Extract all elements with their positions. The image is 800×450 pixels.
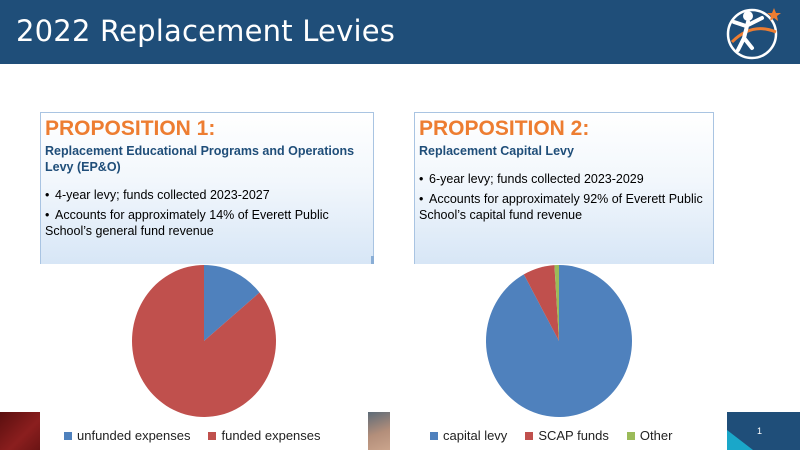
pie-chart-1-legend xyxy=(64,428,339,443)
legend-swatch xyxy=(525,432,533,440)
slide-title: 2022 Replacement Levies xyxy=(16,14,396,48)
proposition-1-bullets xyxy=(45,187,367,243)
proposition-2-panel xyxy=(414,112,714,264)
footer-decoration-accent xyxy=(727,430,753,450)
legend-label: capital levy xyxy=(443,428,508,443)
bullet-item: • Accounts for approximately 14% of Everett Public School’s general fund revenue xyxy=(45,208,329,238)
bullet-item: • 6-year levy; funds collected 2023-2029 xyxy=(419,172,644,186)
legend-label: Other xyxy=(639,428,673,443)
legend-item-unfunded-expenses xyxy=(64,428,190,443)
legend-item-other xyxy=(627,428,673,443)
legend-swatch xyxy=(64,432,72,440)
footer-decoration-left xyxy=(0,412,40,450)
slide-number: 1 xyxy=(757,426,763,436)
proposition-1-panel xyxy=(40,112,374,264)
proposition-2-subtitle: Replacement Capital Levy xyxy=(419,144,574,158)
legend-item-scap-funds xyxy=(525,428,609,443)
star-person-logo-icon xyxy=(718,2,784,62)
proposition-1-subtitle: Replacement Educational Programs and Operations Levy (EP&O) xyxy=(45,144,355,174)
legend-swatch xyxy=(430,432,438,440)
legend-swatch xyxy=(208,432,216,440)
bullet-item: • 4-year levy; funds collected 2023-2027 xyxy=(45,188,270,202)
pie-chart-1 xyxy=(128,262,280,422)
proposition-2-title: PROPOSITION 2: xyxy=(419,117,590,140)
footer-decoration-middle xyxy=(368,412,390,450)
legend-swatch xyxy=(627,432,635,440)
legend-item-capital-levy xyxy=(430,428,507,443)
pie-chart-2 xyxy=(482,262,636,422)
legend-label: SCAP funds xyxy=(538,428,609,443)
proposition-1-title: PROPOSITION 1: xyxy=(45,117,216,140)
legend-item-funded-expenses xyxy=(208,428,320,443)
proposition-2-bullets xyxy=(419,171,709,227)
bullet-item: • Accounts for approximately 92% of Everett Public School’s capital fund revenue xyxy=(419,192,703,222)
title-bar xyxy=(0,0,800,64)
pie-chart-2-legend xyxy=(430,428,690,443)
legend-label: funded expenses xyxy=(221,428,321,443)
legend-label: unfunded expenses xyxy=(77,428,191,443)
